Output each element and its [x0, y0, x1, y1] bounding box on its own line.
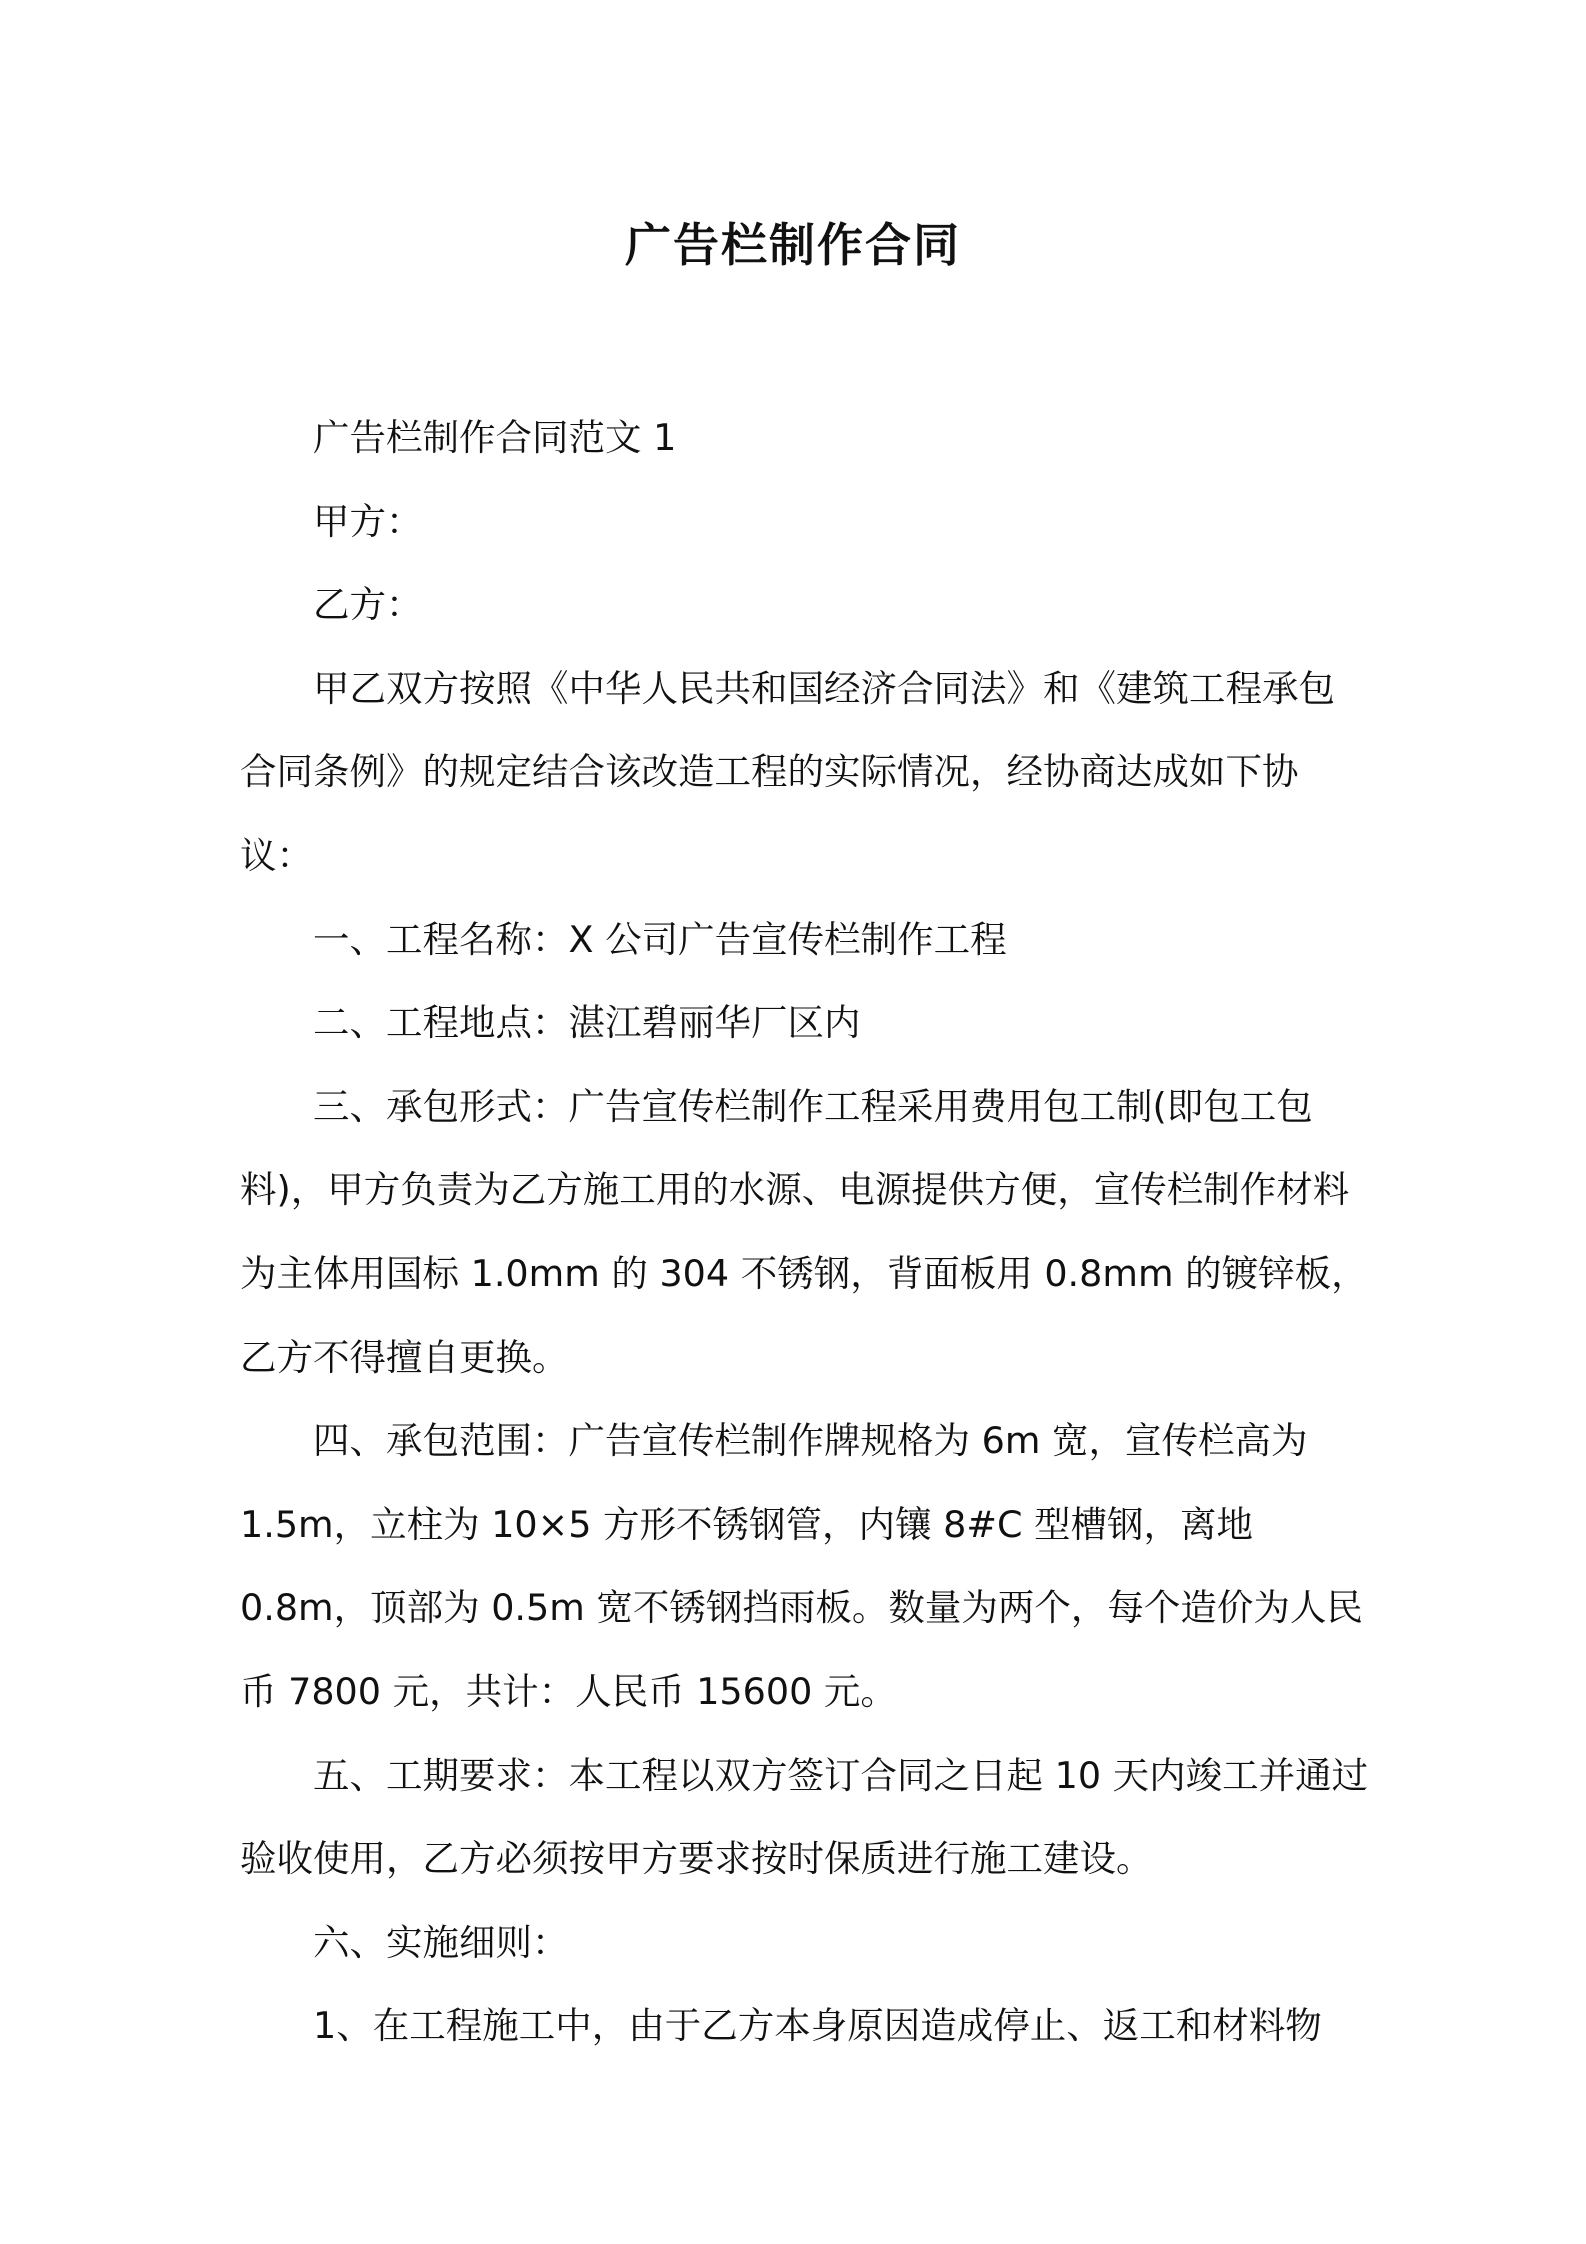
party-a-line: 甲方： [313, 499, 423, 543]
clause-project-location: 二、工程地点：湛江碧丽华厂区内 [313, 1001, 861, 1045]
clause-contract-scope: 四、承包范围：广告宣传栏制作牌规格为 6m 宽，宣传栏高为 1.5m，立柱为 10×5 方形不锈钢管，内镶 8#C 型槽钢，离地 0.8m，顶部为 0.5m 宽不锈钢挡雨板。数量为两个，每个造价为人民币 7800 元，共计：人民币 15600 元。 [240, 1419, 1363, 1713]
party-b-line: 乙方： [313, 583, 423, 627]
clause-project-name: 一、工程名称：X 公司广告宣传栏制作工程 [313, 917, 1007, 961]
clause-contract-form: 三、承包形式：广告宣传栏制作工程采用费用包工制(即包工包料)，甲方负责为乙方施工用的水源、电源提供方便，宣传栏制作材料为主体用国标 1.0mm 的 304 不锈钢，背面板用 0.8mm 的镀锌板，乙方不得擅自更换。 [240, 1084, 1368, 1379]
document-body [240, 396, 1370, 2068]
clause-schedule: 五、工期要求：本工程以双方签订合同之日起 10 天内竣工并通过验收使用，乙方必须按甲方要求按时保质进行施工建设。 [240, 1753, 1369, 1881]
document-title: 广告栏制作合同 [625, 218, 961, 272]
contract-heading: 广告栏制作合同范文 1 [313, 416, 677, 459]
clause-implementation: 六、实施细则： [313, 1920, 569, 1964]
clause-implementation-item-1: 1、在工程施工中，由于乙方本身原因造成停止、返工和材料物 [313, 2004, 1322, 2048]
intro-paragraph: 甲乙双方按照《中华人民共和国经济合同法》和《建筑工程承包合同条例》的规定结合该改造工程的实际情况，经协商达成如下协议： [240, 666, 1335, 877]
